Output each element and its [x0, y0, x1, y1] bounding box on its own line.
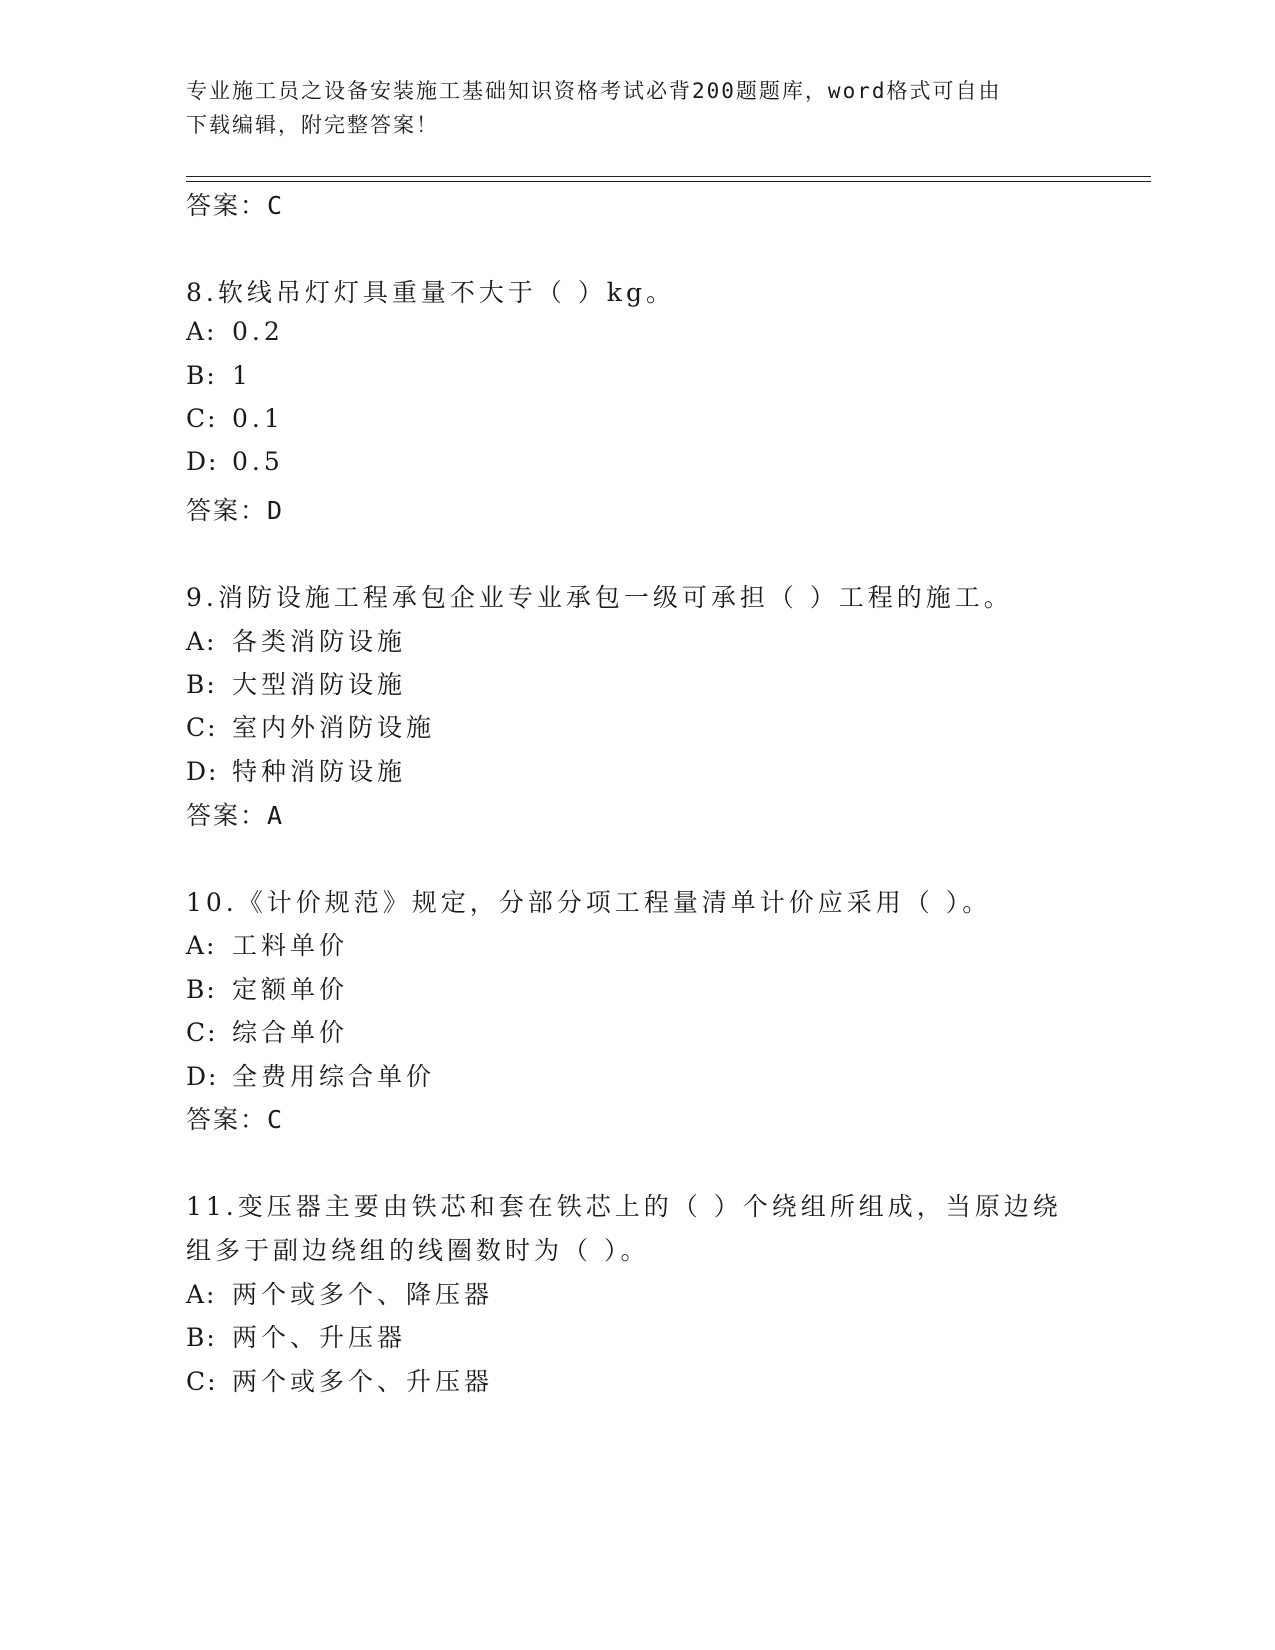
- option-text: 大型消防设施: [232, 670, 407, 699]
- option-text: 两个、升压器: [232, 1323, 407, 1352]
- option-text: 两个或多个、升压器: [232, 1367, 494, 1396]
- option-text: 两个或多个、降压器: [232, 1280, 494, 1309]
- option-c: [186, 1362, 493, 1398]
- option-label: A:: [186, 627, 217, 656]
- option-text: 0.5: [232, 447, 284, 476]
- option-c: [186, 404, 284, 433]
- header-divider-top: [186, 176, 1151, 177]
- option-label: B:: [186, 975, 217, 1004]
- answer-line: 答案：D: [186, 496, 285, 525]
- answer-line: 答案：A: [186, 801, 285, 830]
- answer-line: 答案：C: [186, 1105, 285, 1134]
- option-text: 0.2: [232, 317, 284, 346]
- option-d: [186, 752, 406, 788]
- option-label: C:: [186, 713, 218, 742]
- option-a: [186, 317, 284, 346]
- document-header: [186, 74, 1066, 142]
- option-label: C:: [186, 404, 218, 433]
- option-label: D:: [186, 757, 219, 786]
- question-stem: 10.《计价规范》规定，分部分项工程量清单计价应采用（ ）。: [186, 888, 992, 917]
- question-stem-line-1: 11.变压器主要由铁芯和套在铁芯上的（ ）个绕组所组成，当原边绕: [186, 1192, 1062, 1221]
- option-b: [186, 1318, 406, 1354]
- option-text: 综合单价: [232, 1018, 349, 1047]
- question-stem-line-2: 组多于副边绕组的线圈数时为（ ）。: [186, 1236, 650, 1265]
- option-label: B:: [186, 1323, 217, 1352]
- question-stem: 8.软线吊灯灯具重量不大于（ ）kg。: [186, 278, 675, 307]
- option-text: 全费用综合单价: [232, 1062, 436, 1091]
- option-a: [186, 926, 348, 962]
- answer-line: 答案：C: [186, 191, 285, 220]
- option-a: [186, 622, 406, 658]
- question-stem: 9.消防设施工程承包企业专业承包一级可承担（ ）工程的施工。: [186, 583, 1013, 612]
- option-text: 定额单价: [232, 975, 349, 1004]
- header-line-2: 下载编辑，附完整答案！: [186, 113, 439, 137]
- option-text: 各类消防设施: [232, 627, 407, 656]
- option-label: C:: [186, 1367, 218, 1396]
- option-d: [186, 1057, 435, 1093]
- option-label: A:: [186, 931, 217, 960]
- option-d: [186, 447, 284, 476]
- option-c: [186, 1013, 348, 1049]
- option-text: 0.1: [232, 404, 284, 433]
- option-label: A:: [186, 317, 217, 346]
- header-line-1: 专业施工员之设备安装施工基础知识资格考试必背200题题库，word格式可自由: [186, 79, 1002, 103]
- header-divider-bottom: [186, 181, 1151, 182]
- option-a: [186, 1275, 493, 1311]
- option-text: 工料单价: [232, 931, 349, 960]
- option-b: [186, 970, 348, 1006]
- option-label: B:: [186, 670, 217, 699]
- option-label: D:: [186, 1062, 219, 1091]
- option-b: [186, 361, 252, 390]
- option-text: 室内外消防设施: [232, 713, 436, 742]
- option-label: A:: [186, 1280, 217, 1309]
- option-label: C:: [186, 1018, 218, 1047]
- option-label: D:: [186, 447, 219, 476]
- option-text: 1: [232, 361, 252, 390]
- option-label: B:: [186, 361, 217, 390]
- option-text: 特种消防设施: [232, 757, 407, 786]
- option-b: [186, 665, 406, 701]
- option-c: [186, 708, 435, 744]
